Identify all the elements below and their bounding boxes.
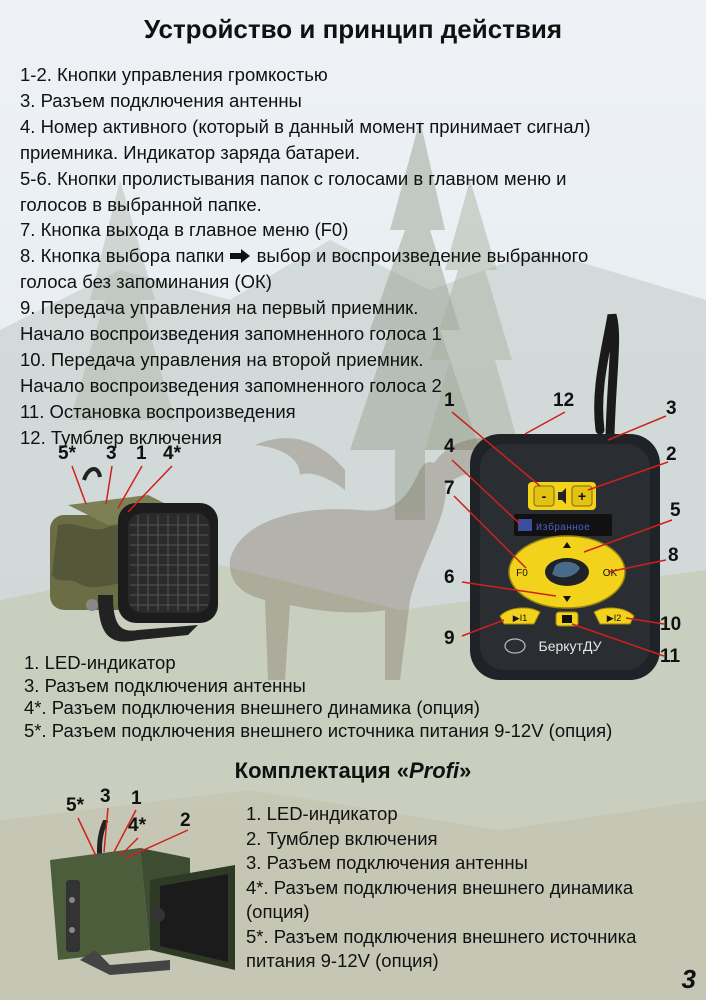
speaker2-label-2: 2 [180,810,191,831]
description-line: 4. Номер активного (который в данный момент принимает сигнал) [20,115,591,137]
remote-label-5: 5 [670,500,681,521]
speaker2-label-4star: 4* [128,815,146,836]
speaker1-parts-line: 4*. Разъем подключения внешнего динамика (опция) [24,697,480,718]
remote-label-7: 7 [444,478,455,499]
remote-label-8: 8 [668,545,679,566]
remote-label-2: 2 [666,444,677,465]
speaker2-label-5star: 5* [66,795,84,816]
description-line: 3. Разъем подключения антенны [20,89,302,111]
remote-brand: БеркутДУ [538,638,602,654]
description-line: приемника. Индикатор заряда батареи. [20,141,361,163]
remote-volume-minus[interactable]: - [541,488,547,504]
speaker2-label-3: 3 [100,786,111,807]
speaker1-label-3: 3 [106,443,117,464]
description-line: голосов в выбранной папке. [20,193,262,215]
remote-label-3: 3 [666,398,677,419]
speaker1-parts-line: 3. Разъем подключения антенны [24,674,306,696]
remote-label-12: 12 [553,390,575,411]
kit-title-suffix: » [459,758,472,783]
kit-parts-line: 4*. Разъем подключения внешнего динамика [246,876,634,898]
remote-screen-text: Избранное [536,523,591,534]
page-title: Устройство и принцип действия [143,14,563,44]
description-line: голоса без запоминания (ОК) [20,271,272,293]
kit-parts-line: 2. Тумблер включения [246,827,438,849]
remote-label-6: 6 [444,567,455,588]
kit-parts-line: 3. Разъем подключения антенны [246,852,528,873]
kit-title-prefix: Комплектация « [234,758,409,783]
remote-label-9: 9 [444,628,455,649]
description-line: 1-2. Кнопки управления громкостью [20,64,328,85]
description-line: 11. Остановка воспроизведения [20,400,296,422]
speaker1-label-5star: 5* [58,443,76,464]
speaker1-parts-line: 1. LED-индикатор [24,652,176,673]
description-line: 10. Передача управления на второй приемник. [20,348,424,370]
remote-volume-plus[interactable]: + [577,488,587,504]
speaker2-label-1: 1 [131,788,142,809]
remote-button-10[interactable]: ▶I2 [606,613,622,623]
remote-label-10: 10 [660,614,682,635]
remote-label-11: 11 [660,646,681,667]
kit-parts-line: 5*. Разъем подключения внешнего источника [246,925,637,947]
remote-ok-button[interactable]: OK [602,568,618,579]
remote-label-1: 1 [444,390,455,411]
description-line: 9. Передача управления на первый приемник. [20,297,419,319]
kit-title-name: Profi [408,758,460,783]
remote-label-4: 4 [444,436,455,457]
remote-f0-button[interactable]: F0 [516,568,528,579]
remote-button-9[interactable]: ▶I1 [512,613,528,623]
speaker1-label-1: 1 [136,443,147,464]
description-line-part: выбор и воспроизведение выбранного [256,245,589,267]
description-line-part: 8. Кнопка выбора папки [20,245,225,267]
description-line: Начало воспроизведения запомненного голоса 1 [20,323,442,345]
description-line: 7. Кнопка выхода в главное меню (F0) [20,219,349,241]
description-line: Начало воспроизведения запомненного голоса 2 [20,374,442,396]
speaker1-parts-line: 5*. Разъем подключения внешнего источника питания 9-12V (опция) [24,719,613,741]
kit-parts-line: питания 9-12V (опция) [246,950,439,971]
kit-parts-list [246,802,701,974]
kit-parts-line: 1. LED-индикатор [246,803,398,824]
page-number: 3 [681,964,696,994]
kit-parts-line: (опция) [246,901,310,922]
speaker1-label-4star: 4* [163,443,181,464]
description-line: 5-6. Кнопки пролистывания папок с голосами в главном меню и [20,167,567,189]
description-line: 12. Тумблер включения [20,426,222,448]
